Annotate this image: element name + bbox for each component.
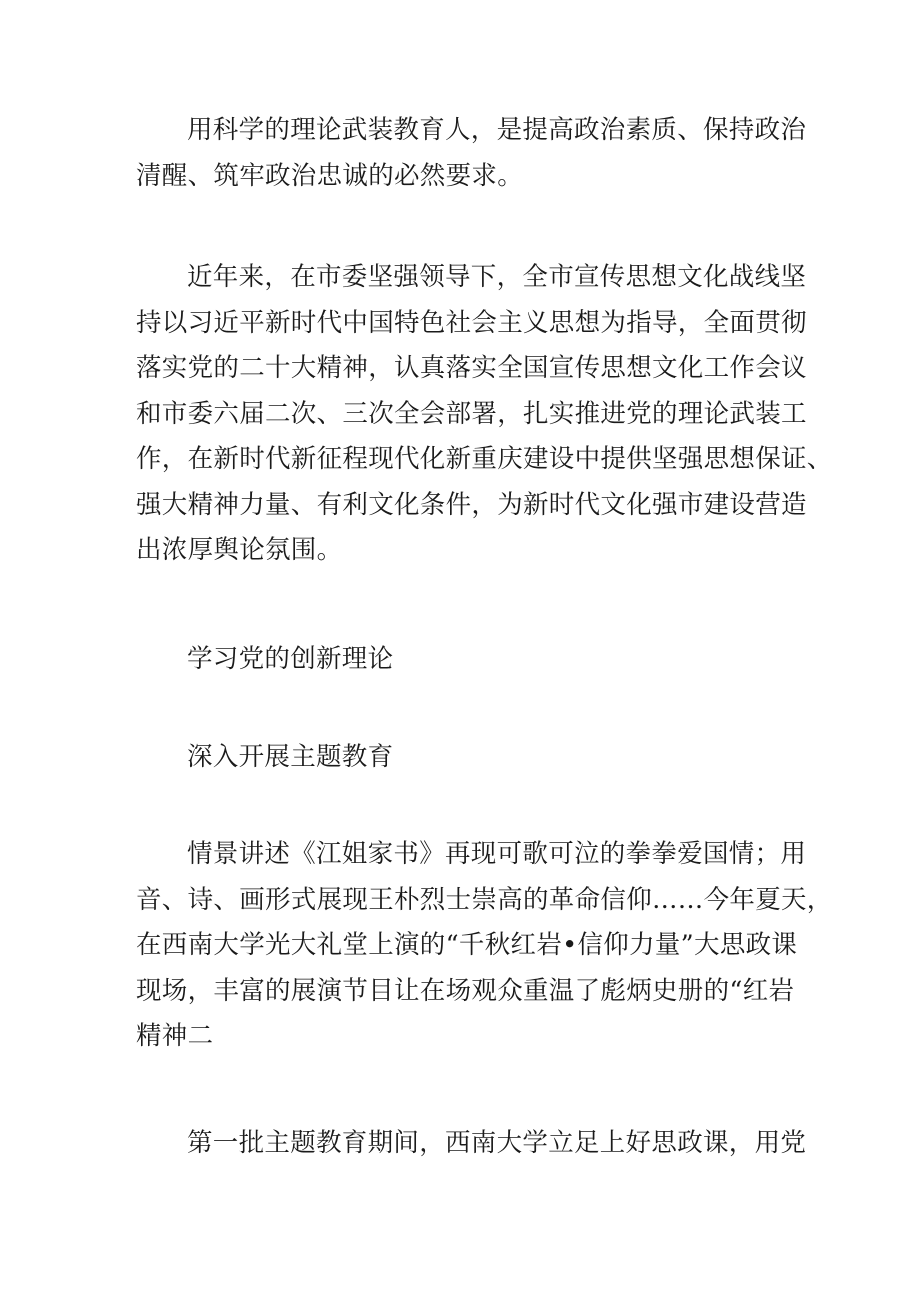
paragraph-story (136, 832, 833, 1060)
text-line: 精神二 (136, 1021, 214, 1051)
text-line: 强大精神力量、有利文化条件，为新时代文化强市建设营造 (136, 489, 807, 520)
text-line: 出浓厚舆论氛围。 (136, 535, 343, 565)
text-line: 近年来，在市委坚强领导下，全市宣传思想文化战线坚 (187, 262, 807, 292)
text-line: 用科学的理论武装教育人，是提高政治素质、保持政治 (187, 115, 807, 145)
text-line: 学习党的创新理论 (187, 644, 394, 674)
text-line: 在西南大学光大礼堂上演的“千秋红岩•信仰力量”大思政课 (136, 930, 798, 960)
text-line: 作，在新时代新征程现代化新重庆建设中提供坚强思想保证、 (136, 444, 833, 474)
text-line: 第一批主题教育期间，西南大学立足上好思政课，用党 (187, 1128, 807, 1158)
paragraph-overview (136, 255, 833, 574)
paragraph-first-batch (136, 1121, 806, 1167)
text-line: 音、诗、画形式展现王朴烈士崇高的革命信仰……今年夏天， (136, 884, 833, 915)
text-line: 和市委六届二次、三次全会部署，扎实推进党的理论武装工 (136, 398, 807, 429)
paragraph-intro (136, 108, 806, 199)
text-line: 深入开展主题教育 (187, 742, 394, 772)
text-line: 清醒、筑牢政治忠诚的必然要求。 (136, 160, 524, 191)
text-line: 持以习近平新时代中国特色社会主义思想为指导，全面贯彻 (136, 307, 807, 338)
text-line: 现场，丰富的展演节目让在场观众重温了彪炳史册的“红岩 (136, 975, 795, 1006)
section-heading-study (136, 637, 393, 683)
section-heading-education (136, 735, 393, 781)
text-line: 情景讲述《江姐家书》再现可歌可泣的拳拳爱国情；用 (187, 839, 807, 869)
text-line: 落实党的二十大精神，认真落实全国宣传思想文化工作会议 (136, 353, 807, 383)
